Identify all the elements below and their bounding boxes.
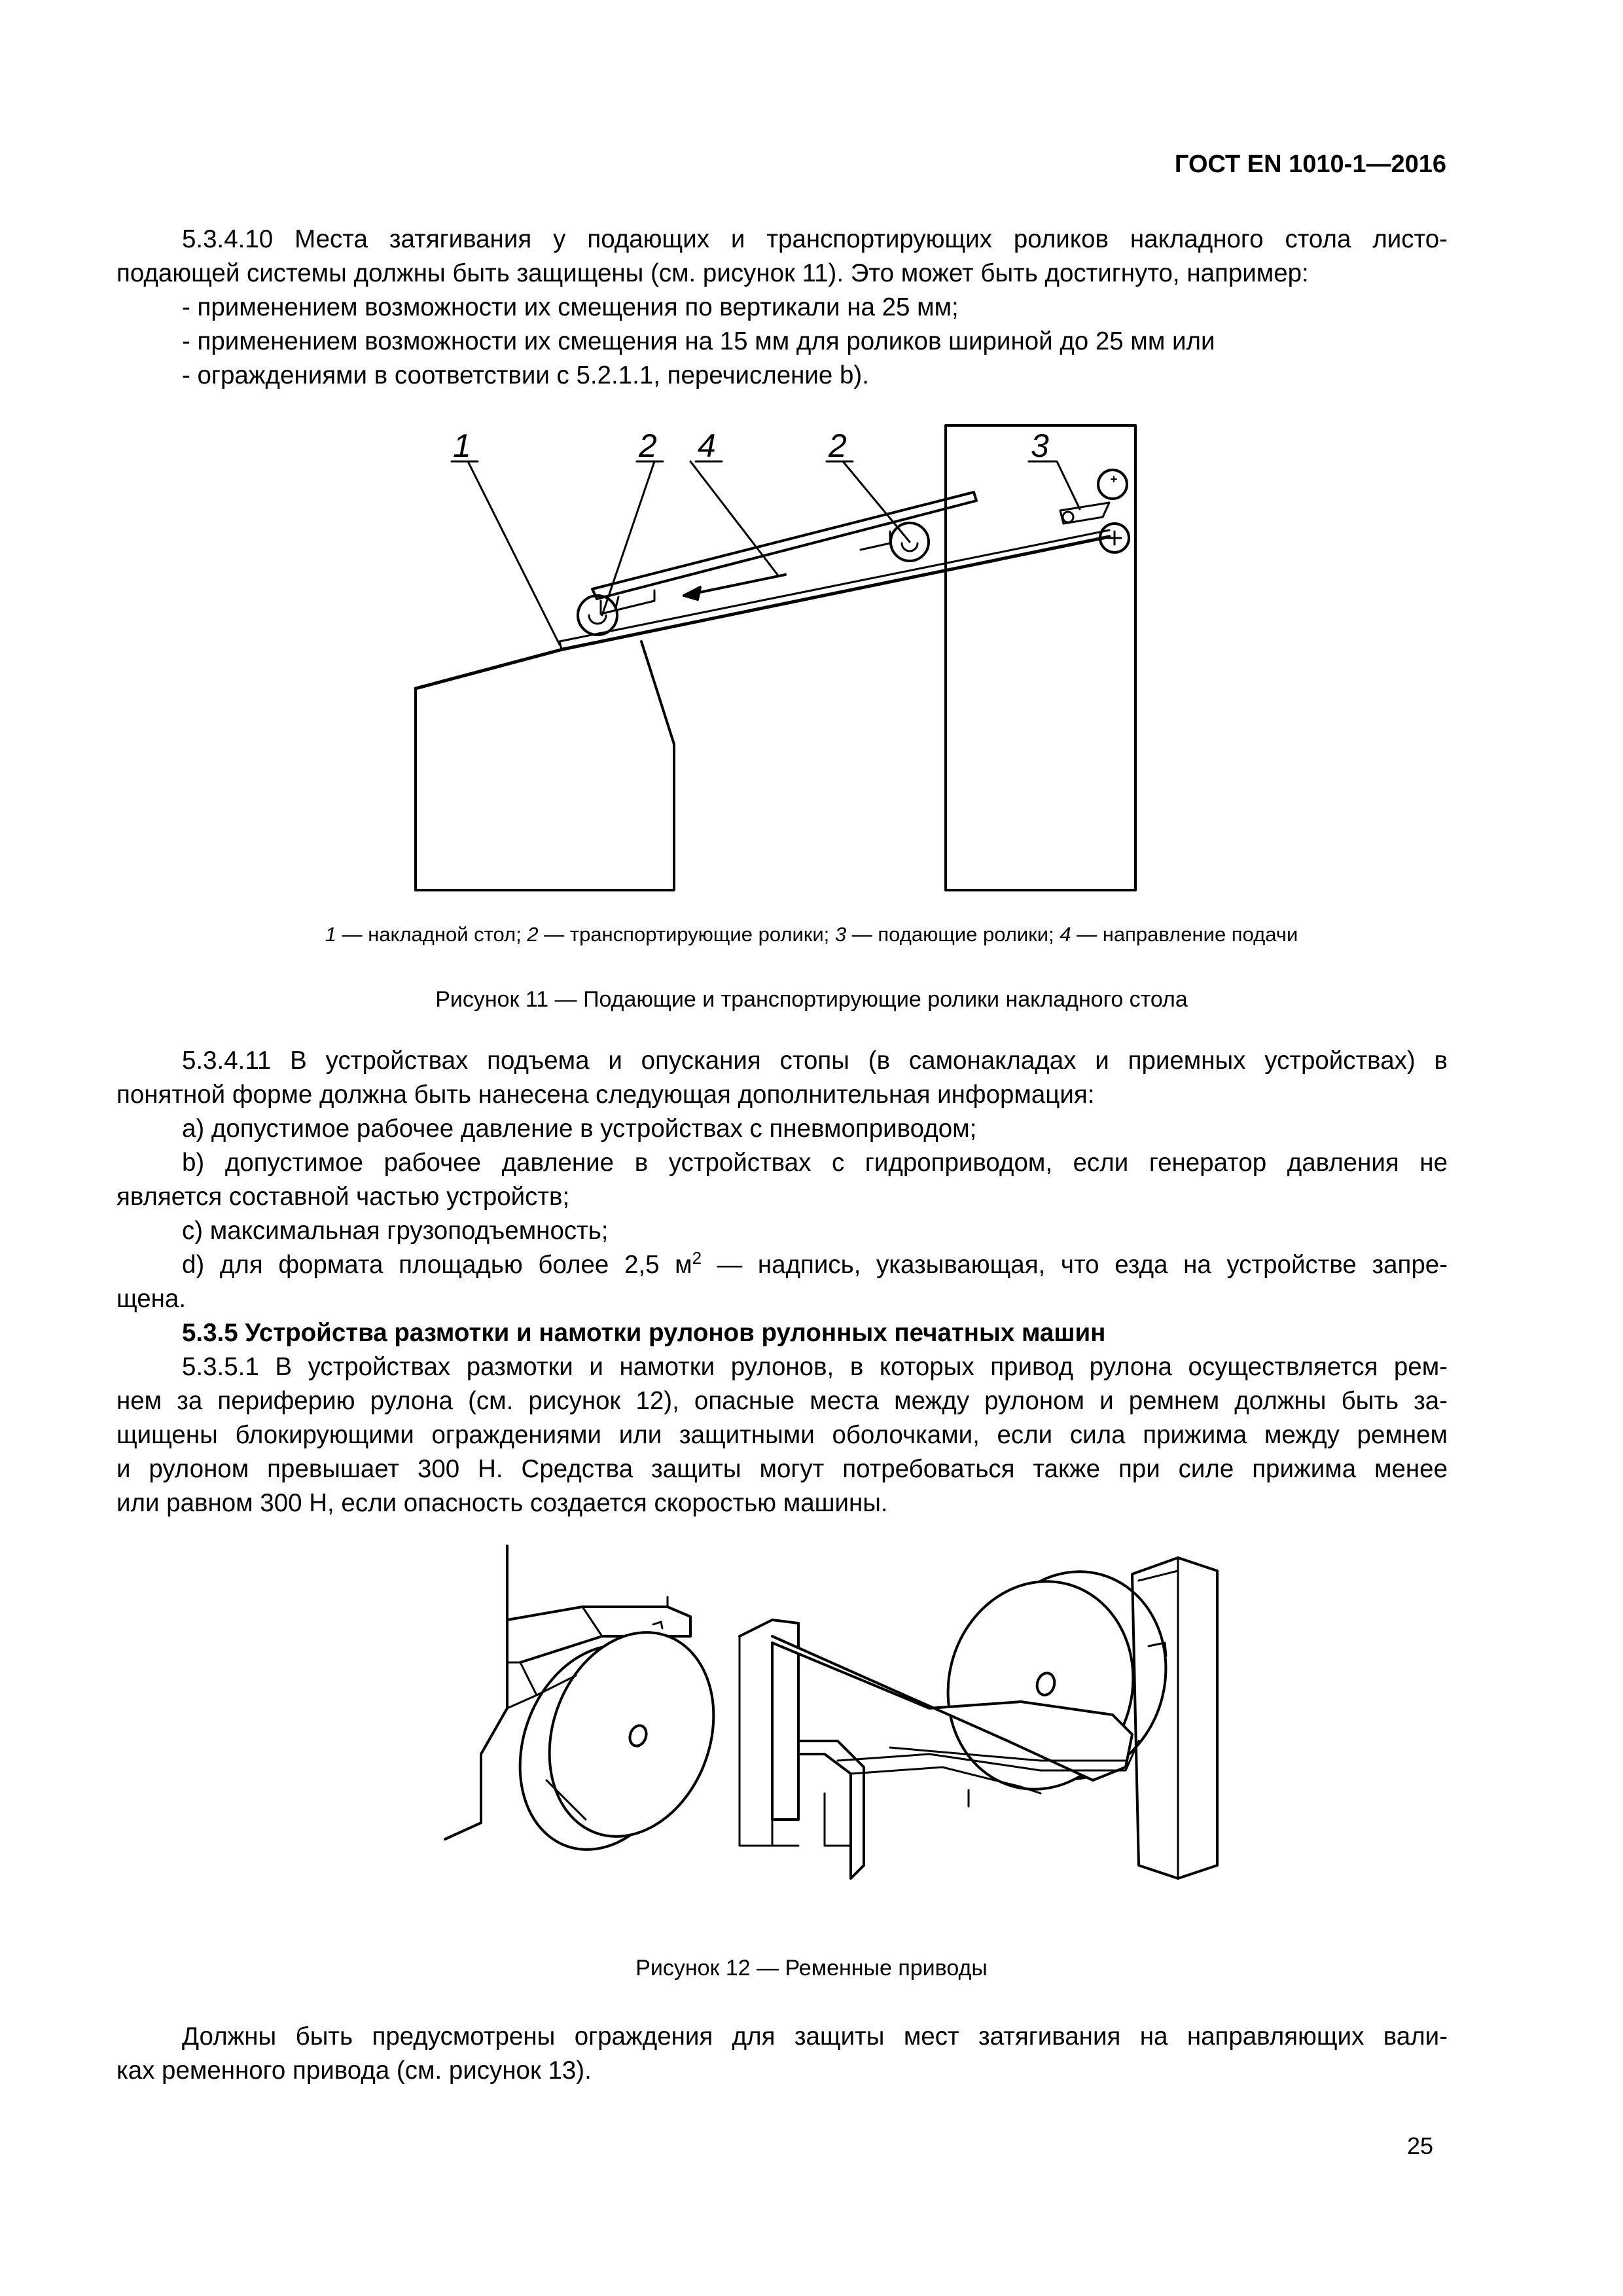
figure-11-caption: Рисунок 11 — Подающие и транспортирующие ролики накладного стола <box>435 987 1188 1012</box>
paragraph-closing <box>116 2020 1448 2088</box>
list-item: c) максимальная грузоподъемность; <box>182 1217 609 1245</box>
figure-label: 1 <box>453 427 471 464</box>
section-5-3-5 <box>116 1316 1448 1520</box>
list-item: b) допустимое рабочее давление в устройствах с гидроприводом, если генератор давления не <box>182 1149 1448 1177</box>
paragraph-5-3-4-11 <box>116 1044 1448 1316</box>
transport-roller <box>578 596 617 635</box>
list-item-text: d) для формата площадью более 2,5 м <box>182 1251 692 1279</box>
paragraph-line: подающей системы должны быть защищены (см. рисунок 11). Это может быть достигнуто, например: <box>116 259 1309 287</box>
paragraph-line: Должны быть предусмотрены ограждения для защиты мест затягивания на направляющих вали- <box>182 2022 1448 2051</box>
figure-11-diagram <box>393 419 1178 903</box>
feed-table <box>416 537 1109 689</box>
list-item-text: — надпись, указывающая, что езда на устройстве запре- <box>702 1251 1448 1279</box>
superscript: 2 <box>692 1248 702 1268</box>
figure-label: 4 <box>698 427 716 464</box>
section-heading: 5.3.5 Устройства размотки и намотки рулонов рулонных печатных машин <box>182 1319 1106 1347</box>
legend-number: 1 <box>325 923 336 946</box>
legend-text: — накладной стол; <box>336 923 527 946</box>
figure-label: 2 <box>639 427 657 464</box>
paragraph-line: щищены блокирующими ограждениями или защитными оболочками, если сила прижима между ремнем <box>116 1421 1448 1449</box>
list-item: a) допустимое рабочее давление в устройствах с пневмоприводом; <box>182 1115 977 1143</box>
paragraph-line: понятной форме должна быть нанесена следующая дополнительная информация: <box>116 1081 1095 1109</box>
list-item <box>116 1248 1448 1282</box>
legend-text: — подающие ролики; <box>846 923 1060 946</box>
legend-text: — направление подачи <box>1071 923 1298 946</box>
paragraph-line: и рулоном превышает 300 Н. Средства защиты могут потребоваться также при силе прижима менее <box>116 1455 1448 1483</box>
legend-text: — транспортирующие ролики; <box>538 923 835 946</box>
page-number: 25 <box>1406 2132 1433 2159</box>
paragraph-line: щена. <box>116 1285 187 1313</box>
paragraph-line: 5.3.4.10 Места затягивания у подающих и транспортирующих роликов накладного стола листо- <box>182 225 1448 253</box>
legend-number: 4 <box>1060 923 1071 946</box>
figure-11-legend <box>0 923 1623 946</box>
legend-number: 2 <box>527 923 539 946</box>
paragraph-line: 5.3.4.11 В устройствах подъема и опускания стопы (в самонакладах и приемных устройствах) в <box>182 1047 1448 1075</box>
document-header: ГОСТ EN 1010-1—2016 <box>1174 151 1446 178</box>
paragraph-line: нем за периферию рулона (см. рисунок 12), опасные места между рулоном и ремнем должны быть за- <box>116 1387 1448 1415</box>
paper-reel <box>925 1560 1156 1810</box>
figure-label: 2 <box>829 427 847 464</box>
feed-table-edge <box>560 530 1109 641</box>
roller-rail <box>592 492 976 599</box>
frame-line <box>445 1545 507 1839</box>
paragraph-line: ках ременного привода (см. рисунок 13). <box>116 2056 592 2085</box>
figure-label: 3 <box>1031 427 1049 464</box>
figure-12-diagram <box>432 1545 1505 1911</box>
legend-number: 3 <box>834 923 847 946</box>
list-item: - применением возможности их смещения по вертикали на 25 мм; <box>182 293 959 321</box>
figure-12-caption: Рисунок 12 — Ременные приводы <box>635 1956 988 1981</box>
paragraph-line: является составной частью устройств; <box>116 1183 570 1211</box>
list-item: - ограждениями в соответствии с 5.2.1.1, перечисление b). <box>182 361 869 389</box>
belt-drive-unit <box>798 1741 864 1878</box>
paragraph-5-3-4-10 <box>116 223 1448 393</box>
list-item: - применением возможности их смещения на 15 мм для роликов шириной до 25 мм или <box>182 327 1215 355</box>
paragraph-line: 5.3.5.1 В устройствах размотки и намотки рулонов, в которых привод рулона осуществляется рем- <box>182 1353 1448 1381</box>
feed-roller <box>1098 470 1127 499</box>
paragraph-line: или равном 300 Н, если опасность создается скоростью машины. <box>116 1489 888 1517</box>
